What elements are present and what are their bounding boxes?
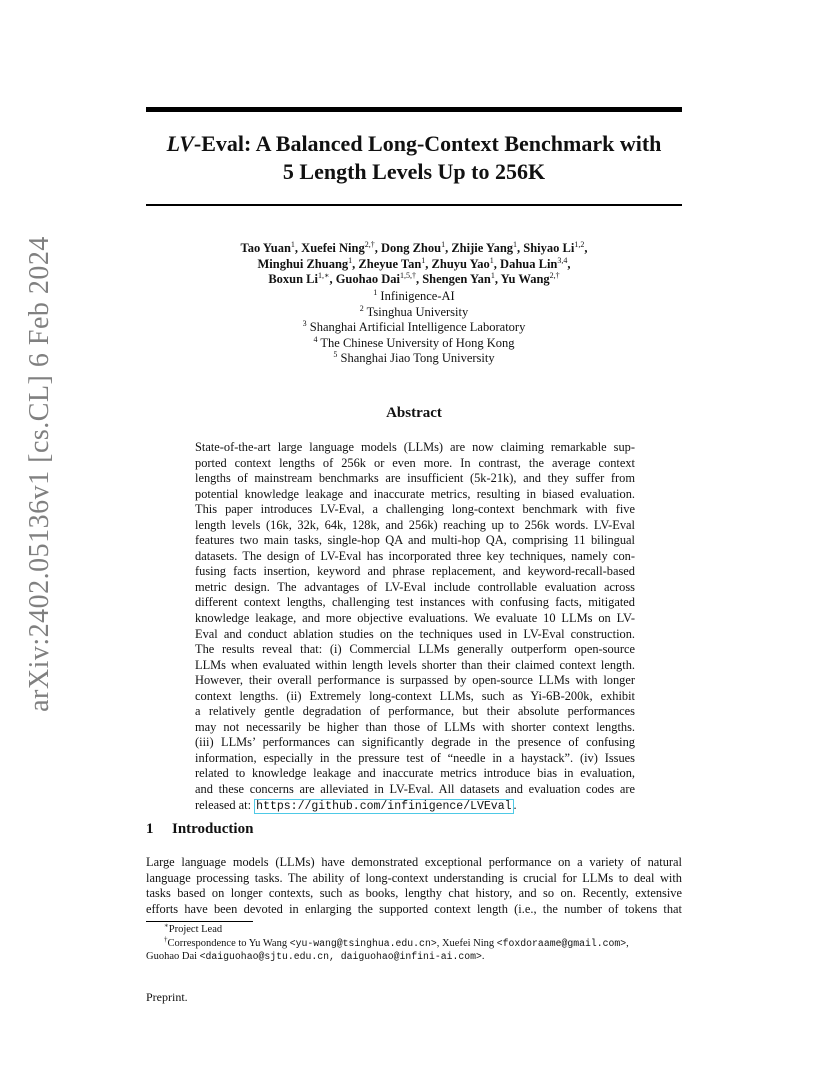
footnote-project-lead: ∗Project Lead (164, 921, 223, 935)
paper-title (146, 130, 682, 186)
introduction-body (146, 855, 682, 917)
author: Shiyao Li (523, 241, 575, 255)
footnote-correspondence: †Correspondence to Yu Wang <yu-wang@tsinghua.edu.cn>, Xuefei Ning <foxdoraame@gmail.com>, (164, 935, 629, 949)
footnote-correspondence-cont: Guohao Dai <daiguohao@sjtu.edu.cn, daiguohao@infini-ai.com>. (146, 951, 485, 962)
author: Dahua Lin (500, 256, 558, 271)
abstract-line: metric design. The advantages of LV-Eval include controllable evaluation across (195, 579, 635, 594)
author: Minghui Zhuang (257, 256, 349, 271)
abstract-line: length levels (16k, 32k, 64k, 128k, and 256k) reaching up to 256k words. LV-Eval (195, 517, 635, 532)
title-line1: -Eval: A Balanced Long-Context Benchmark with (193, 131, 662, 156)
abstract-line: may not necessarily be higher than those of LLMs with shorter context lengths. (195, 719, 635, 734)
affiliation: $^3$ Shanghai Artificial Intelligence Laboratory (302, 318, 526, 334)
email-yu-wang: <yu-wang@tsinghua.edu.cn> (289, 937, 437, 949)
abstract-line: State-of-the-art large language models (LLMs) are now claiming remarkable sup- (195, 440, 635, 454)
abstract-line: features two main tasks, single-hop QA and multi-hop QA, comprising 11 bilingual (195, 533, 635, 548)
author: Guohao Dai (335, 272, 400, 286)
abstract-line: different context lengths, challenging test instances with confusing facts, mitigated (195, 595, 635, 610)
affiliation: $^2$ Tsinghua University (359, 303, 469, 319)
affiliation: $^4$ The Chinese University of Hong Kong (313, 334, 515, 350)
section-heading-introduction (146, 821, 253, 838)
title-italic: LV (166, 131, 194, 156)
title-rule-top (146, 107, 682, 112)
email-guohao-dai: <daiguohao@sjtu.edu.cn, daiguohao@infini-ai.com> (199, 951, 482, 962)
abstract-last-line: released at: https://github.com/infinigence/LVEval . (195, 797, 517, 813)
author: Boxun Li (268, 272, 318, 286)
title-rule-bottom (146, 204, 682, 206)
affiliation: $^5$ Shanghai Jiao Tong University (333, 349, 495, 365)
author: Tao Yuan (240, 241, 291, 255)
affiliation-list (146, 289, 682, 367)
author: Zheyue Tan (358, 256, 422, 271)
abstract-line: potential knowledge leakage and inaccurate metrics, resulting in biased evaluation. (195, 486, 635, 501)
body-line: tasks based on longer contexts, such as books, lengthy chat history, and so on. Recently, extensive (146, 886, 682, 900)
abstract-line: LLMs when evaluated within length levels shorter than their claimed context length. (195, 657, 635, 672)
footnotes (146, 923, 682, 964)
affiliation: $^1$ Infinigence-AI (373, 287, 455, 303)
abstract-line: a relatively gentle degradation of performance, but their absolute performances (195, 704, 635, 719)
abstract-line: fusing facts insertion, keyword and phrase replacement, and keyword-recall-based (195, 564, 635, 579)
author: Yu Wang (500, 272, 550, 286)
abstract-body (195, 440, 635, 814)
github-link[interactable]: https://github.com/infinigence/LVEval (256, 799, 512, 813)
author-line-2: Minghui Zhuang$^1$, Zheyue Tan$^1$, Zhuyu Yao$^1$, Dahua Lin$^{3,4}$, (257, 255, 571, 271)
abstract-line: lengths of mainstream benchmarks are insufficient (5k-21k), and they suffer from (195, 471, 635, 486)
preprint-label: Preprint. (146, 990, 188, 1004)
author-line-3: Boxun $Li^{1,∗}$, Guohao Dai$^{1,5,\dagger}$, Shengen Yan$^1$, Yu Wang$^{2,\dagger}$ (268, 270, 560, 286)
body-line: efforts have been devoted in enlarging the supported context length (i.e., the number of tokens that (146, 901, 682, 916)
arxiv-stamp: arXiv:2402.05136v1 [cs.CL] 6 Feb 2024 (24, 236, 55, 712)
author: Zhijie Yang (451, 241, 514, 255)
author: Dong Zhou (380, 241, 442, 255)
section-number: 1 (146, 821, 154, 837)
abstract-line: This paper introduces LV-Eval, a challenging long-context benchmark with five (195, 502, 635, 517)
abstract-line: knowledge leakage, and more objective evaluations. We evaluate 10 LLMs on LV- (195, 611, 635, 626)
body-line: Large language models (LLMs) have demonstrated exceptional performance on a variety of natural (146, 855, 682, 869)
abstract-line: information, especially in the pressure test of “needle in a haystack”. (iv) Issues (195, 750, 635, 765)
abstract-line: and these concerns are alleviated in LV-Eval. All datasets and evaluation codes are (195, 782, 635, 797)
author-line-1: Tao Yuan$^1$, Xuefei Ning$^{2,\dagger}$, Dong Zhou$^1$, Zhijie Yang$^1$, Shiyao Li$^{1,2}$, (240, 239, 588, 255)
section-title: Introduction (172, 821, 254, 837)
abstract-line: Eval and conduct ablation studies on the techniques used in LV-Eval construction. (195, 626, 635, 641)
abstract-line: The results reveal that: (i) Commercial LLMs generally outperform open-source (195, 642, 635, 657)
abstract-line: datasets. The design of LV-Eval has incorporated three key techniques, namely con- (195, 548, 635, 563)
email-xuefei-ning: <foxdoraame@gmail.com> (496, 937, 627, 949)
abstract-line: (iii) LLMs’ performances can significantly degrade in the presence of confusing (195, 735, 635, 750)
author: Xuefei Ning (301, 241, 365, 255)
abstract-line: context lengths. (ii) Extremely long-context LLMs, such as Yi-6B-200k, exhibit (195, 688, 635, 703)
title-line2: 5 Length Levels Up to 256K (282, 159, 546, 184)
abstract-line: However, their overall performance is surpassed by open-source LLMs with longer (195, 673, 635, 688)
abstract-line: ported context lengths of 256k or even more. In contrast, the average context (195, 455, 635, 470)
abstract-line: related to knowledge leakage and inaccurate metrics introduce bias in evaluation, (195, 766, 635, 781)
author: Shengen Yan (422, 272, 491, 286)
author: Zhuyu Yao (431, 256, 490, 271)
author-list (146, 241, 682, 288)
footnote-rule (146, 921, 253, 922)
abstract-heading: Abstract (386, 405, 442, 421)
body-line: language processing tasks. The ability of long-context understanding is crucial for LLMs to deal with (146, 870, 682, 885)
